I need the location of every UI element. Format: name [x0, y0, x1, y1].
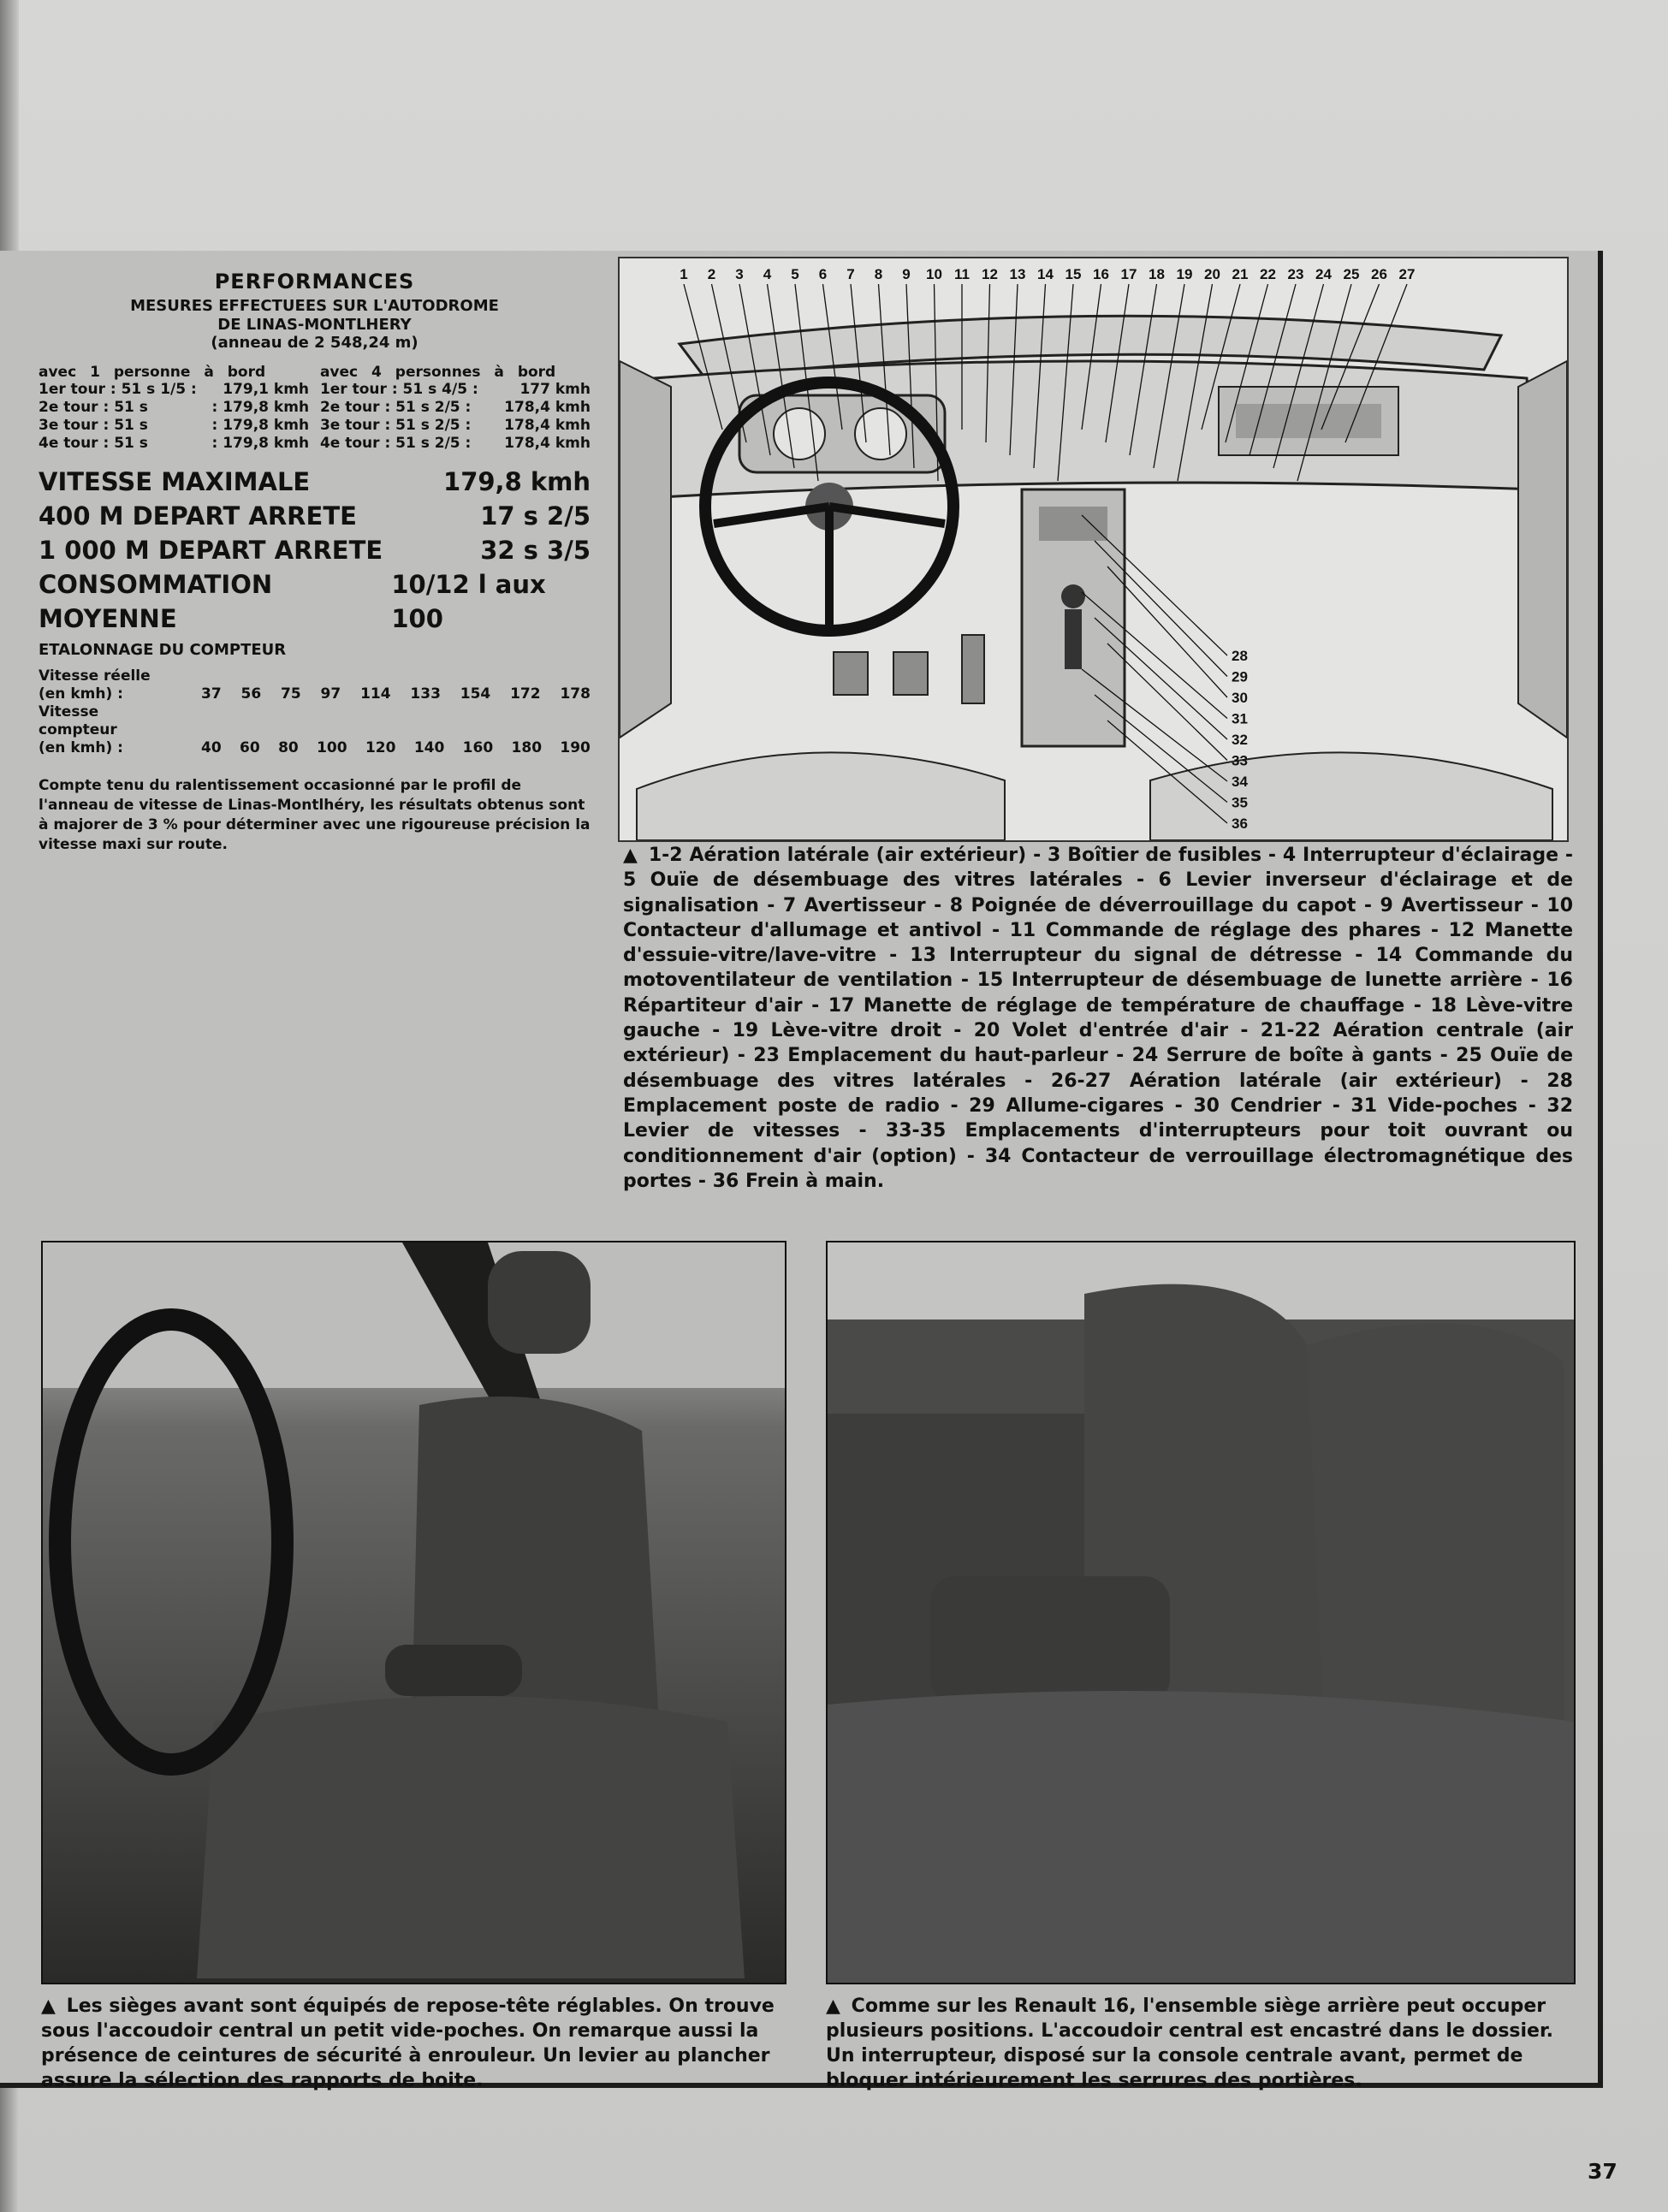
dashboard-diagram	[618, 257, 1569, 842]
compteur-value: 60	[240, 739, 260, 756]
vmax-label: VITESSE MAXIMALE	[39, 467, 311, 496]
conso-row	[39, 567, 591, 636]
performances-title: PERFORMANCES	[214, 270, 415, 294]
lap-col-head: avec 1 personne à bord	[39, 364, 266, 381]
reelle-value: 154	[460, 685, 491, 703]
compteur-label-3: (en kmh) :	[39, 739, 123, 756]
callout-number: 15	[1065, 266, 1082, 282]
reelle-value: 75	[281, 685, 301, 703]
compteur-value: 140	[413, 739, 445, 756]
lap-value: 178,4 kmh	[504, 435, 591, 452]
lap-value: : 179,8 kmh	[211, 399, 310, 416]
callout-number: 26	[1371, 266, 1387, 282]
compteur-value: 80	[278, 739, 299, 756]
reelle-value: 97	[320, 685, 341, 703]
performances-box	[39, 270, 591, 855]
lap-value: : 179,8 kmh	[211, 417, 310, 434]
performances-subtitle-1: MESURES EFFECTUEES SUR L'AUTODROME	[130, 297, 499, 315]
callout-number: 23	[1287, 266, 1304, 282]
lap-tour: 3e tour : 51 s 2/5 :	[319, 417, 472, 434]
lap-tour: 3e tour : 51 s	[39, 417, 148, 434]
front-seats-caption-text: Les sièges avant sont équipés de repose-tête réglables. On trouve sous l'accoudoir central un petit vide-poches. On remarque aussi la présence de ceintures de sécurité à enrouleur. Un levier au plancher assure la sélection des rapports de boite.	[41, 1996, 775, 2091]
callout-number: 16	[1093, 266, 1109, 282]
lap-tour: 4e tour : 51 s 2/5 :	[319, 435, 472, 452]
compteur-value: 40	[201, 739, 222, 756]
callout-number: 22	[1260, 266, 1276, 282]
front-seats-photo	[41, 1241, 787, 1984]
callout-number: 34	[1232, 774, 1248, 790]
etalonnage-table	[39, 667, 591, 757]
reelle-values	[201, 685, 591, 703]
rear-seat-caption	[826, 1994, 1570, 2093]
dashboard-caption	[623, 843, 1573, 1194]
performance-note: Compte tenu du ralentissement occasionné par le profil de l'anneau de vitesse de Linas-Montlhéry, les résultats obtenus sont à majorer de 3 % pour déterminer avec une rigoureuse précision la vitesse maxi sur route.	[39, 777, 591, 853]
compteur-value: 180	[511, 739, 543, 756]
dashboard-drawing	[620, 258, 1567, 840]
page-number: 37	[1588, 2159, 1618, 2184]
lap-tour: 4e tour : 51 s	[39, 435, 148, 452]
callout-number: 13	[1009, 266, 1026, 282]
d400-value: 17 s 2/5	[480, 501, 591, 531]
d1000-row	[39, 533, 591, 567]
lap-times-1-person	[39, 364, 309, 453]
lap-tour: 1er tour : 51 s 4/5 :	[319, 381, 478, 398]
d400-label: 400 M DEPART ARRETE	[39, 501, 357, 531]
callout-number: 33	[1232, 752, 1248, 769]
d400-row	[39, 499, 591, 533]
front-seats-caption	[41, 1994, 786, 2093]
lap-tour: 2e tour : 51 s	[39, 399, 148, 416]
reelle-label-1: Vitesse réelle	[39, 667, 151, 685]
lap-value: 178,4 kmh	[504, 417, 591, 434]
callout-number: 11	[954, 266, 970, 282]
reelle-value: 178	[560, 685, 591, 703]
callout-number: 4	[763, 266, 772, 282]
reelle-value: 56	[240, 685, 262, 703]
callout-number: 35	[1232, 794, 1248, 811]
compteur-label-1: Vitesse	[39, 703, 99, 721]
lap-value: 178,4 kmh	[504, 399, 591, 416]
lap-tour: 1er tour : 51 s 1/5 :	[39, 381, 197, 398]
reelle-value: 37	[201, 685, 222, 703]
compteur-label-2: compteur	[39, 721, 117, 738]
callout-number: 7	[846, 266, 855, 282]
reelle-value: 114	[360, 685, 391, 703]
callout-number: 21	[1232, 266, 1249, 282]
callout-number: 14	[1037, 266, 1054, 282]
lap-value: 179,1 kmh	[223, 381, 310, 398]
callout-number: 3	[735, 266, 744, 282]
performances-subtitle-3: (anneau de 2 548,24 m)	[211, 334, 418, 352]
compteur-row	[39, 739, 591, 757]
reelle-value: 172	[510, 685, 541, 703]
dashboard-caption-text: 1-2 Aération latérale (air extérieur) - 3 Boîtier de fusibles - 4 Interrupteur d'éclairage - 5 Ouïe de désembuage des vitres latérales - 6 Levier inverseur d'éclairage et de signalisation - 7 Avertisseur - 8 Poignée de déverrouillage du capot - 9 Avertisseur - 10 Contacteur d'allumage et antivol - 11 Commande de réglage des phares - 12 Manette d'essuie-vitre/lave-vitre - 13 Interrupteur du signal de détresse - 14 Commande du motoventilateur de ventilation - 15 Interrupteur de désembuage de lunette arrière - 16 Répartiteur d'air - 17 Manette de réglage de température de chauffage - 18 Lève-vitre gauche - 19 Lève-vitre droit - 20 Volet d'entrée d'air - 21-22 Aération centrale (air extérieur) - 23 Emplacement du haut-parleur - 24 Serrure de boîte à gants - 25 Ouïe de désembuage des vitres latérales - 26-27 Aération latérale (air extérieur) - 28 Emplacement poste de radio - 29 Allume-cigares - 30 Cendrier - 31 Vide-poches - 32 Levier de vitesses - 33-35 Emplacements d'interrupteurs pour toit ouvrant ou conditionnement d'air (option) - 34 Contacteur de verrouillage électromagnétique des portes - 36 Frein à main.	[623, 845, 1573, 1192]
callout-number: 2	[707, 266, 716, 282]
lap-tour: 2e tour : 51 s 2/5 :	[319, 399, 472, 416]
rear-seat-caption-text: Comme sur les Renault 16, l'ensemble siège arrière peut occuper plusieurs positions. L'accoudoir central est encastré dans le dossier. Un interrupteur, disposé sur la console centrale avant, permet de bloquer intérieurement les serrures des portières.	[826, 1996, 1554, 2091]
vmax-row	[39, 465, 591, 499]
performances-subtitle-2: DE LINAS-MONTLHERY	[217, 316, 412, 334]
callout-number: 29	[1232, 668, 1248, 685]
compteur-value: 100	[317, 739, 347, 756]
triangle-icon: ▲	[41, 1996, 56, 2017]
lap-value: : 179,8 kmh	[211, 435, 310, 452]
callout-number: 1	[680, 266, 688, 282]
callout-number: 8	[874, 266, 883, 282]
conso-label: CONSOMMATION MOYENNE	[39, 570, 273, 633]
callout-number: 28	[1232, 648, 1248, 664]
compteur-value: 160	[462, 739, 494, 756]
rear-seat-photo	[826, 1241, 1576, 1984]
callout-number: 9	[902, 266, 911, 282]
lap-col-head: avec 4 personnes à bord	[319, 364, 556, 381]
callout-number: 25	[1343, 266, 1360, 282]
etalonnage-title: ETALONNAGE DU COMPTEUR	[39, 641, 287, 659]
triangle-icon: ▲	[623, 845, 638, 866]
callout-number: 10	[926, 266, 942, 282]
callout-number: 31	[1232, 710, 1248, 727]
lap-value: 177 kmh	[519, 381, 591, 398]
reelle-label-2: (en kmh) :	[39, 685, 123, 703]
callout-number: 19	[1176, 266, 1193, 282]
vmax-value: 179,8 kmh	[443, 467, 591, 496]
d1000-value: 32 s 3/5	[480, 536, 591, 565]
triangle-icon: ▲	[826, 1996, 840, 2017]
reelle-value: 133	[410, 685, 441, 703]
callout-number: 12	[982, 266, 998, 282]
callout-number: 24	[1315, 266, 1332, 282]
callout-number: 32	[1232, 732, 1248, 748]
d1000-label: 1 000 M DEPART ARRETE	[39, 536, 383, 565]
lap-times-4-persons	[320, 364, 591, 453]
callout-number: 27	[1398, 266, 1416, 282]
callout-number: 36	[1232, 815, 1248, 832]
callout-number: 18	[1149, 266, 1165, 282]
conso-value: 10/12 l aux 100	[391, 570, 546, 633]
callout-number: 30	[1232, 690, 1248, 706]
reelle-row	[39, 685, 591, 703]
callout-number: 6	[818, 266, 828, 282]
callout-number: 20	[1204, 266, 1220, 282]
compteur-value: 190	[560, 739, 591, 756]
compteur-values	[201, 739, 591, 757]
callout-number: 17	[1120, 266, 1137, 282]
lap-times	[39, 364, 591, 453]
compteur-value: 120	[365, 739, 396, 756]
callout-number: 5	[791, 266, 799, 282]
